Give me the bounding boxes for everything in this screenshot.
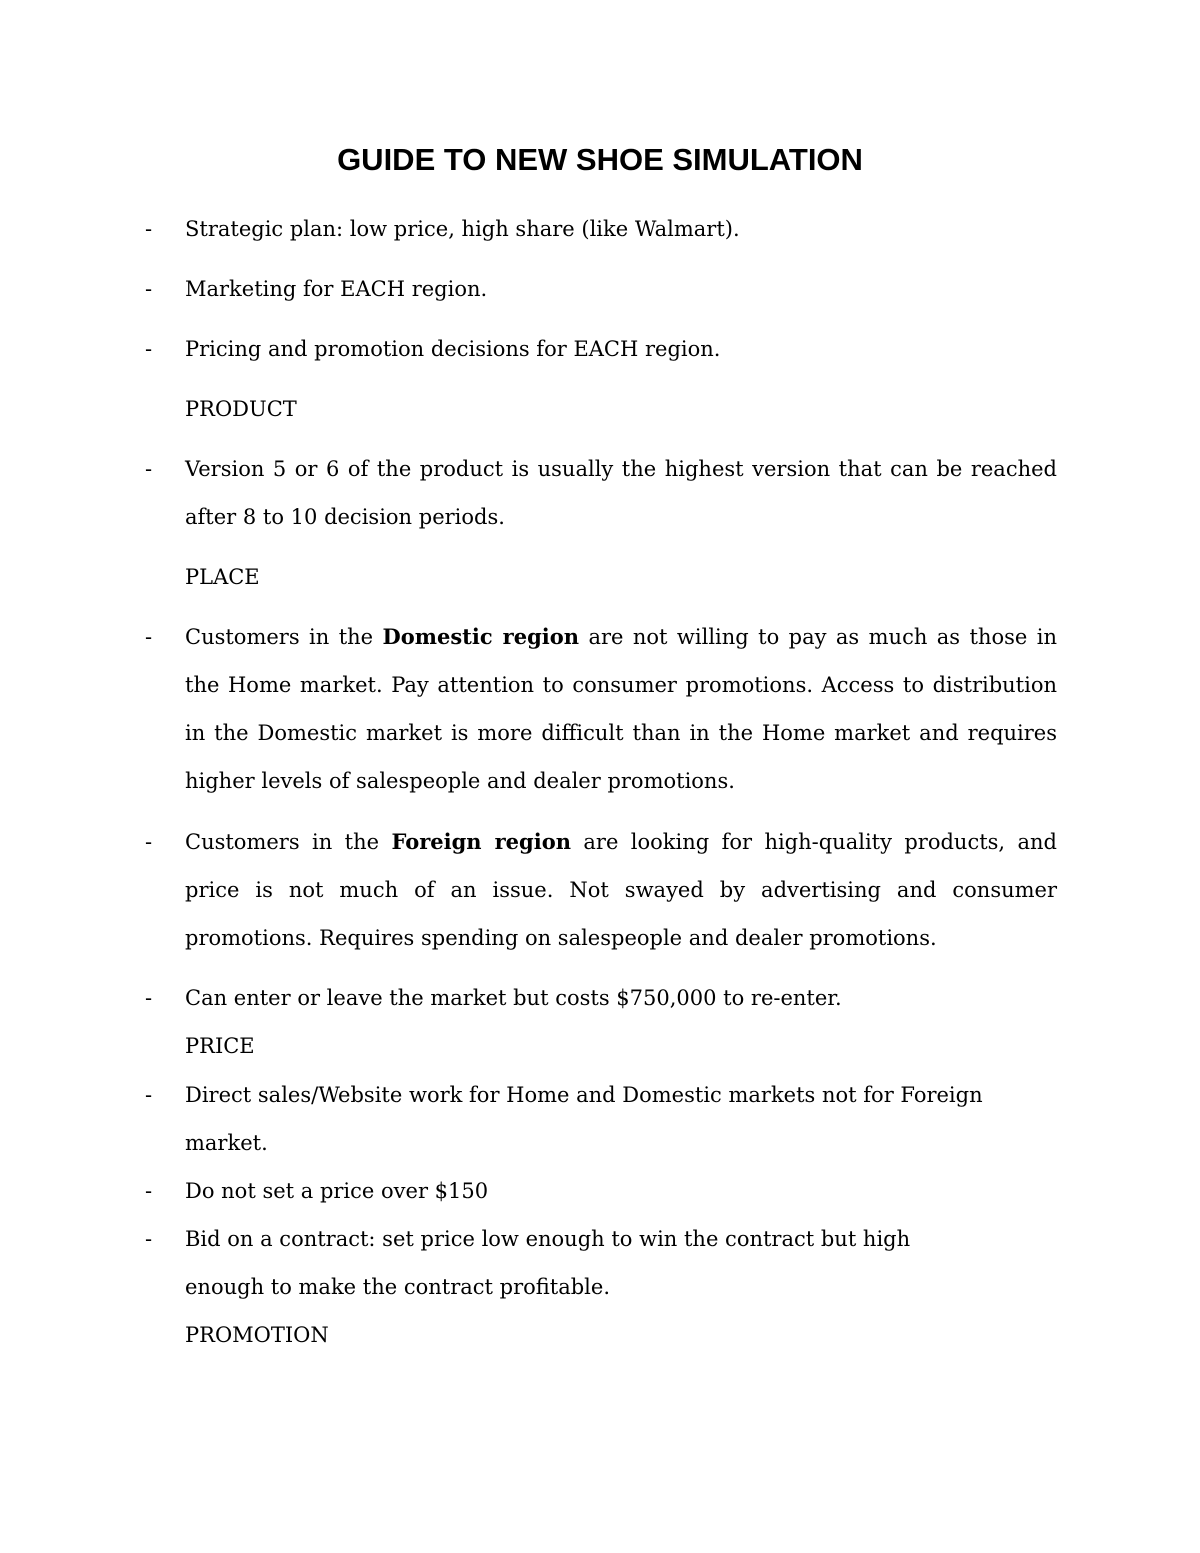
bullet-dash: -: [145, 1179, 153, 1203]
section-heading-place: PLACE: [185, 565, 260, 589]
bullet-dash: -: [145, 625, 153, 649]
foreign-text-post: are looking for high-quality products, and price is not much of an issue. Not swayed by advertising and consumer promotions. Requires spending on salespeople and dealer promotions.: [185, 830, 1057, 950]
bullet-foreign-region: [145, 818, 1057, 962]
domestic-text-pre: Customers in the: [185, 625, 383, 649]
section-heading-price: PRICE: [185, 1034, 255, 1058]
bullet-text: [185, 818, 1057, 962]
bullet-text: Strategic plan: low price, high share (like Walmart).: [185, 217, 740, 241]
bullet-strategic-plan: [145, 205, 1057, 253]
bullet-dash: -: [145, 830, 153, 854]
bullet-version: [145, 445, 1057, 541]
bullet-dash: -: [145, 1227, 153, 1251]
bullet-text: Version 5 or 6 of the product is usually the highest version that can be reached after 8 to 10 decision periods.: [185, 457, 1057, 529]
section-heading-product: PRODUCT: [185, 397, 297, 421]
bullet-text: Do not set a price over $150: [185, 1179, 489, 1203]
section-heading-promotion: PROMOTION: [185, 1323, 329, 1347]
bullet-market-entry: [145, 974, 1057, 1022]
document-title: GUIDE TO NEW SHOE SIMULATION: [337, 142, 863, 177]
bullet-text: [185, 613, 1057, 805]
domestic-region-bold: Domestic region: [382, 624, 580, 649]
bullet-dash: -: [145, 457, 153, 481]
bullet-price-cap: [145, 1167, 1057, 1215]
bullet-dash: -: [145, 277, 153, 301]
foreign-region-bold: Foreign region: [391, 829, 571, 854]
bullet-dash: -: [145, 1083, 153, 1107]
bullet-text: Can enter or leave the market but costs $750,000 to re-enter.: [185, 986, 842, 1010]
bullet-bid-contract: [145, 1215, 1057, 1311]
bullet-text: Pricing and promotion decisions for EACH region.: [185, 337, 721, 361]
bullet-pricing: [145, 325, 1057, 373]
bullet-text-line-2: enough to make the contract profitable.: [185, 1275, 611, 1299]
bullet-text: Marketing for EACH region.: [185, 277, 488, 301]
bullet-direct-sales: [145, 1071, 1057, 1167]
foreign-text-pre: Customers in the: [185, 830, 392, 854]
bullet-text: Direct sales/Website work for Home and Domestic markets not for Foreign market.: [185, 1083, 983, 1155]
bullet-domestic-region: [145, 613, 1057, 805]
bullet-marketing: [145, 265, 1057, 313]
bullet-text-line-1: Bid on a contract: set price low enough to win the contract but high: [185, 1227, 911, 1251]
domestic-text-post: are not willing to pay as much as those in the Home market. Pay attention to consumer promotions. Access to distribution in the Domestic market is more difficult than in the Home market and requires higher levels of salespeople and dealer promotions.: [185, 625, 1057, 793]
bullet-dash: -: [145, 337, 153, 361]
bullet-dash: -: [145, 217, 153, 241]
bullet-dash: -: [145, 986, 153, 1010]
